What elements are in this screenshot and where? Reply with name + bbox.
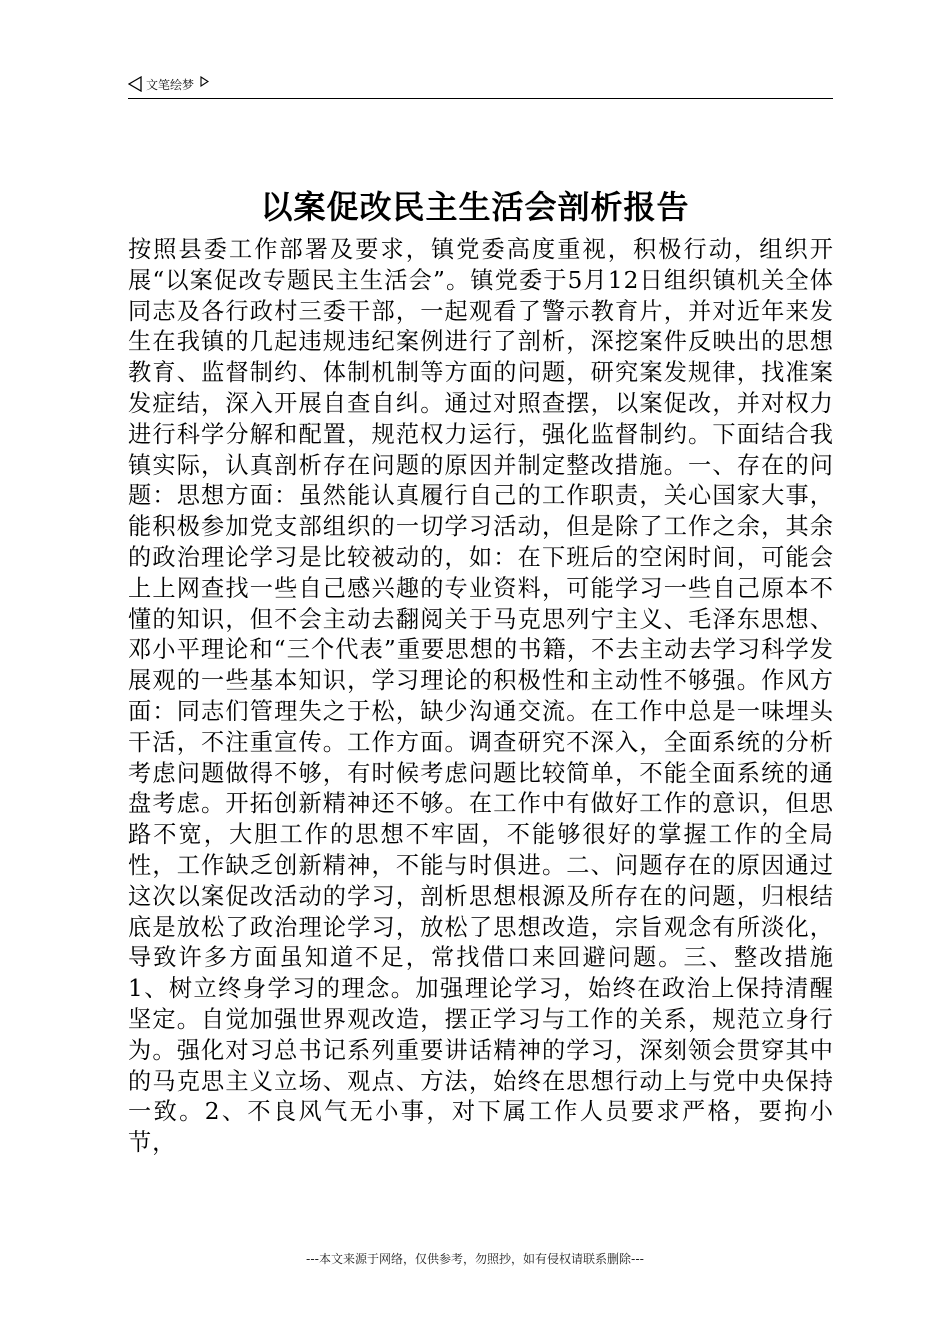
document-title: 以案促改民主生活会剖析报告 — [260, 188, 690, 226]
triangle-left-icon — [128, 76, 142, 92]
brand — [128, 74, 209, 94]
triangle-right-icon — [200, 76, 209, 87]
document-body: 按照县委工作部署及要求，镇党委高度重视，积极行动，组织开展“以案促改专题民主生活会”。镇党委于5月12日组织镇机关全体同志及各行政村三委干部，一起观看了警示教育片，并对近年来发生在我镇的几起违规违纪案例进行了剖析，深挖案件反映出的思想教育、监督制约、体制机制等方面的问题，研究案发规律，找准案发症结，深入开展自查自纠。通过对照查摆，以案促改，并对权力进行科学分解和配置，规范权力运行，强化监督制约。下面结合我镇实际，认真剖析存在问题的原因并制定整改措施。一、存在的问题：思想方面：虽然能认真履行自己的工作职责，关心国家大事，能积极参加党支部组织的一切学习活动，但是除了工作之余，其余的政治理论学习是比较被动的，如：在下班后的空闲时间，可能会上上网查找一些自己感兴趣的专业资料，可能学习一些自己原本不懂的知识，但不会主动去翻阅关于马克思列宁主义、毛泽东思想、邓小平理论和“三个代表”重要思想的书籍，不去主动去学习科学发展观的一些基本知识，学习理论的积极性和主动性不够强。作风方面：同志们管理失之于松，缺少沟通交流。在工作中总是一味埋头干活，不注重宣传。工作方面。调查研究不深入，全面系统的分析考虑问题做得不够，有时候考虑问题比较简单，不能全面系统的通盘考虑。开拓创新精神还不够。在工作中有做好工作的意识，但思路不宽，大胆工作的思想不牢固，不能够很好的掌握工作的全局性，工作缺乏创新精神，不能与时俱进。二、问题存在的原因通过这次以案促改活动的学习，剖析思想根源及所存在的问题，归根结底是放松了政治理论学习，放松了思想改造，宗旨观念有所淡化，导致许多方面虽知道不足，常找借口来回避问题。三、整改措施1、树立终身学习的理念。加强理论学习，始终在政治上保持清醒坚定。自觉加强世界观改造，摆正学习与工作的关系，规范立身行为。强化对习总书记系列重要讲话精神的学习，深刻领会贯穿其中的马克思主义立场、观点、方法，始终在思想行动上与党中央保持一致。2、不良风气无小事，对下属工作人员要求严格，要拘小节， — [128, 236, 834, 1157]
footer-notice: ---本文来源于网络，仅供参考，勿照抄，如有侵权请联系删除--- — [306, 1252, 644, 1266]
brand-label: 文笔绘梦 — [146, 77, 195, 92]
page-header — [128, 74, 833, 99]
